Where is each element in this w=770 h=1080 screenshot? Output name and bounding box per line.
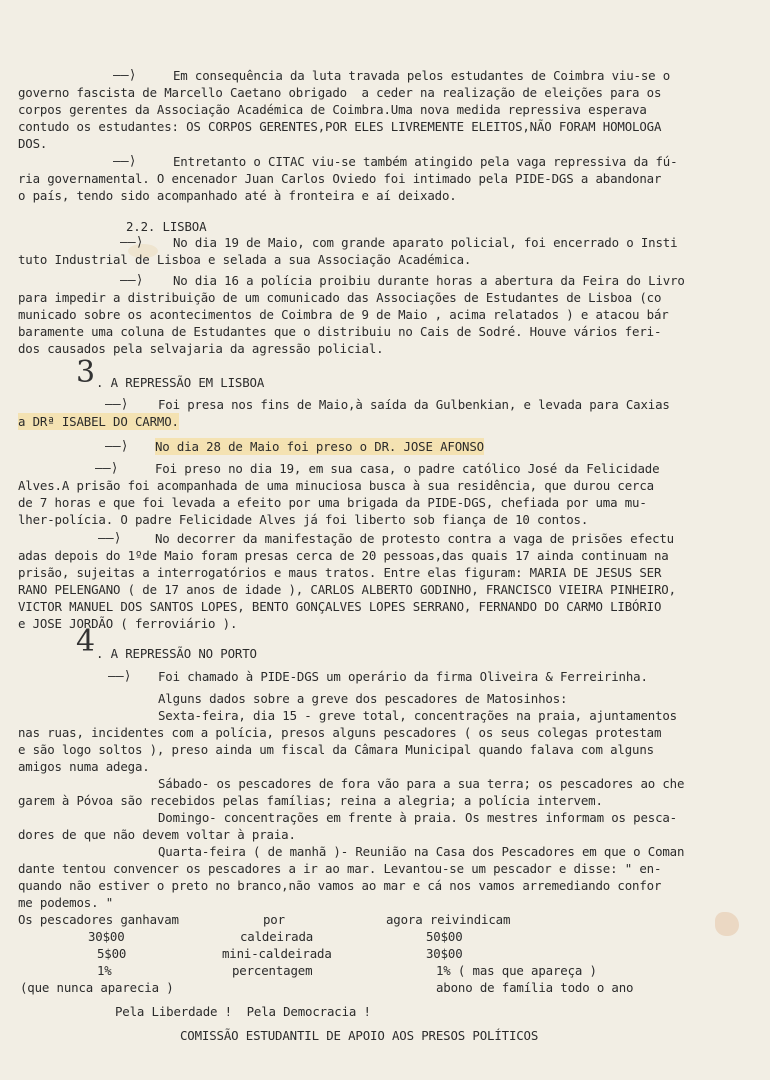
section-number: 3: [76, 355, 96, 390]
text-line: Alguns dados sobre a greve dos pescadores de Matosinhos:: [158, 691, 568, 706]
text-line: quando não estiver o preto no branco,não vamos ao mar e cá nos vamos arremediando confor: [18, 878, 662, 893]
paper-stain: [715, 912, 739, 936]
text-line: e são logo soltos ), preso ainda um fiscal da Câmara Municipal quando falava com alguns: [18, 742, 654, 757]
text-line: Alves.A prisão foi acompanhada de uma minuciosa busca à sua residência, que durou cerca: [18, 478, 654, 493]
table-cell: mini-caldeirada: [222, 946, 332, 961]
text-line: ria governamental. O encenador Juan Carlos Oviedo foi intimado pela PIDE-DGS a abandonar: [18, 171, 662, 186]
text-line: amigos numa adega.: [18, 759, 150, 774]
table-cell: 50$00: [426, 929, 463, 944]
table-header: agora reivindicam: [386, 912, 511, 927]
text-line: governo fascista de Marcello Caetano obrigado a ceder na realização de eleições para os: [18, 85, 662, 100]
text-line: No decorrer da manifestação de protesto contra a vaga de prisões efectu: [155, 531, 674, 546]
text-line: Em consequência da luta travada pelos estudantes de Coimbra viu-se o: [173, 68, 671, 83]
closing-slogan: Pela Liberdade ! Pela Democracia !: [115, 1004, 371, 1019]
arrow-icon: ——⟩: [105, 439, 129, 454]
table-cell: 1% ( mas que apareça ): [436, 963, 597, 978]
table-header: Os pescadores ganhavam: [18, 912, 179, 927]
table-header: por: [263, 912, 285, 927]
arrow-icon: ——⟩: [105, 397, 129, 412]
table-cell: 30$00: [88, 929, 125, 944]
text-line: Sexta-feira, dia 15 - greve total, concentrações na praia, ajuntamentos: [158, 708, 677, 723]
text-line: Foi preso no dia 19, em sua casa, o padre católico José da Felicidade: [155, 461, 660, 476]
arrow-icon: ——⟩: [113, 154, 137, 169]
table-cell: 30$00: [426, 946, 463, 961]
text-line: Entretanto o CITAC viu-se também atingido pela vaga repressiva da fú-: [173, 154, 678, 169]
text-line: Foi presa nos fins de Maio,à saída da Gulbenkian, e levada para Caxias: [158, 397, 670, 412]
text-line: municado sobre os acontecimentos de Coimbra de 9 de Maio , acima relatados ) e atacou bár: [18, 307, 669, 322]
text-line: e JOSE JORDÃO ( ferroviário ).: [18, 616, 238, 631]
section-heading: . A REPRESSÃO NO PORTO: [96, 646, 257, 661]
section-heading: 2.2. LISBOA: [126, 219, 207, 234]
table-cell: 1%: [97, 963, 112, 978]
text-line: Foi chamado à PIDE-DGS um operário da firma Oliveira & Ferreirinha.: [158, 669, 648, 684]
text-line: garem à Póvoa são recebidos pelas famílias; reina a alegria; a polícia intervem.: [18, 793, 603, 808]
text-line: prisão, sujeitas a interrogatórios e maus tratos. Entre elas figuram: MARIA DE JESUS SER: [18, 565, 662, 580]
table-cell: percentagem: [232, 963, 313, 978]
text-line: No dia 28 de Maio foi preso o DR. JOSE AFONSO: [155, 439, 484, 454]
text-line: Domingo- concentrações em frente à praia. Os mestres informam os pesca-: [158, 810, 677, 825]
arrow-icon: ——⟩: [120, 273, 144, 288]
text-line: Sábado- os pescadores de fora vão para a sua terra; os pescadores ao che: [158, 776, 685, 791]
text-line: No dia 19 de Maio, com grande aparato policial, foi encerrado o Insti: [173, 235, 678, 250]
text-line: de 7 horas e que foi levada a efeito por uma brigada da PIDE-DGS, chefiada por uma mu-: [18, 495, 647, 510]
text-line: VICTOR MANUEL DOS SANTOS LOPES, BENTO GONÇALVES LOPES SERRANO, FERNANDO DO CARMO LIBÓRIO: [18, 599, 662, 614]
arrow-icon: ——⟩: [95, 461, 119, 476]
text-line: dores de que não devem voltar à praia.: [18, 827, 296, 842]
text-line: corpos gerentes da Associação Académica de Coimbra.Uma nova medida repressiva esperava: [18, 102, 647, 117]
text-line: a DRª ISABEL DO CARMO.: [18, 414, 179, 429]
signature: COMISSÃO ESTUDANTIL DE APOIO AOS PRESOS POLÍTICOS: [180, 1028, 539, 1043]
section-heading: . A REPRESSÃO EM LISBOA: [96, 375, 265, 390]
arrow-icon: ——⟩: [108, 669, 132, 684]
text-line: me podemos. ": [18, 895, 114, 910]
table-cell: 5$00: [97, 946, 127, 961]
text-line: adas depois do 1ºde Maio foram presas cerca de 20 pessoas,das quais 17 ainda continuam na: [18, 548, 669, 563]
text-line: dante tentou convencer os pescadores a ir ao mar. Levantou-se um pescador e disse: " en-: [18, 861, 662, 876]
text-line: Quarta-feira ( de manhã )- Reunião na Casa dos Pescadores em que o Coman: [158, 844, 685, 859]
text-line: tuto Industrial de Lisboa e selada a sua Associação Académica.: [18, 252, 472, 267]
arrow-icon: ——⟩: [113, 68, 137, 83]
text-line: lher-polícia. O padre Felicidade Alves já foi liberto sob fiança de 10 contos.: [18, 512, 589, 527]
section-number: 4: [76, 624, 96, 659]
text-line: baramente uma coluna de Estudantes que o distribuiu no Cais de Sodré. Houve vários feri-: [18, 324, 662, 339]
arrow-icon: ——⟩: [120, 235, 144, 250]
text-line: No dia 16 a polícia proibiu durante horas a abertura da Feira do Livro: [173, 273, 685, 288]
table-cell: (que nunca aparecia ): [20, 980, 174, 995]
text-line: o país, tendo sido acompanhado até à fronteira e aí deixado.: [18, 188, 457, 203]
text-line: RANO PELENGANO ( de 17 anos de idade ), CARLOS ALBERTO GODINHO, FRANCISCO VIEIRA PINHEIRO,: [18, 582, 676, 597]
table-cell: caldeirada: [240, 929, 314, 944]
text-line: para impedir a distribuição de um comunicado das Associações de Estudantes de Lisboa (co: [18, 290, 662, 305]
text-line: DOS.: [18, 136, 48, 151]
text-line: dos causados pela selvajaria da agressão policial.: [18, 341, 384, 356]
arrow-icon: ——⟩: [98, 531, 122, 546]
text-line: nas ruas, incidentes com a polícia, presos alguns pescadores ( os seus colegas protestam: [18, 725, 662, 740]
table-cell: abono de família todo o ano: [436, 980, 634, 995]
text-line: contudo os estudantes: OS CORPOS GERENTES,POR ELES LIVREMENTE ELEITOS,NÃO FORAM HOMOLOGA: [18, 119, 662, 134]
